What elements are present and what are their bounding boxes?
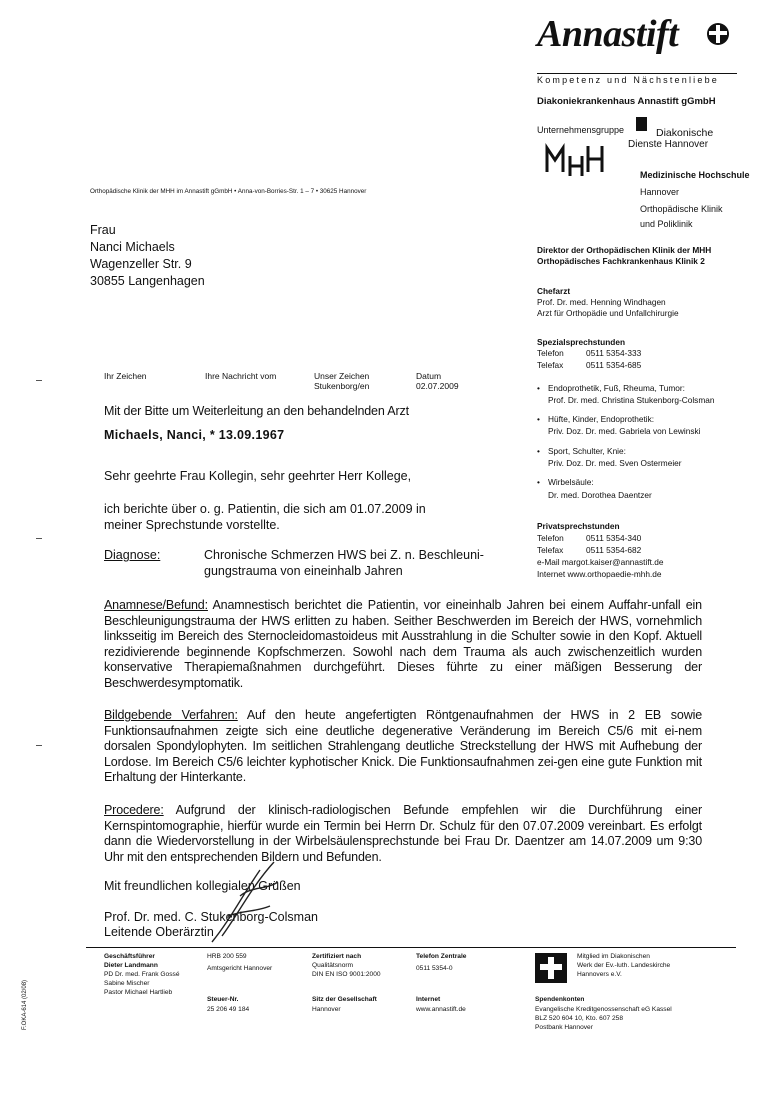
footer-tel-value: 0511 5354-0 — [416, 965, 453, 972]
footer-court: Amtsgericht Hannover — [207, 965, 273, 972]
private-hours-label: Privatsprechstunden — [537, 521, 620, 531]
director-line2: Orthopädisches Fachkrankenhaus Klinik 2 — [537, 256, 705, 266]
private-fax-value: 0511 5354-682 — [586, 545, 642, 555]
mhh-line4: und Poliklinik — [640, 219, 693, 229]
footer-gf-label: Geschäftsführer — [104, 953, 155, 960]
sender-return-address: Orthopädische Klinik der MHH im Annastift gGmbH • Anna-von-Borries-Str. 1 – 7 • 30625 Hannover — [90, 188, 367, 195]
forward-note: Mit der Bitte um Weiterleitung an den behandelnden Arzt — [104, 404, 409, 418]
imaging-text: Auf den heute angefertigten Röntgenaufnahmen der HWS in 2 EB sowie Funktionsaufnahmen zeigte sich eine deutliche degenerative Veränderung im Bereich C5/6 mit ei-nem dorsalen Spondylophyten. Im seitlichen Strahlengang deutliche Streckstellung der HWS mit Aufhebung der Lordose. Im Bereich C5/6 leichter kyphotischer Knick. Die Funktionsaufnahmen zei-gen eine gute Funktion mit Erhaltung der Hinterkante. — [104, 708, 703, 785]
footer-bank-2: BLZ 520 604 10, Kto. 607 258 — [535, 1015, 623, 1022]
bullet-icon: • — [537, 446, 540, 456]
footer-gf-1: Dieter Landmann — [104, 962, 158, 969]
ref-datum-label: Datum — [416, 371, 442, 381]
fold-mark — [36, 380, 42, 381]
company-name: Diakoniekrankenhaus Annastift gGmbH — [537, 96, 716, 107]
chief-title: Arzt für Orthopädie und Unfallchirurgie — [537, 308, 679, 318]
letter-salutation: Sehr geehrte Frau Kollegin, sehr geehrter Herr Kollege, — [104, 469, 412, 483]
footer-member-1: Mitglied im Diakonischen — [577, 953, 650, 960]
mhh-logo-icon — [544, 142, 606, 178]
diakonie-name-line1: Diakonische — [656, 127, 714, 139]
recipient-city: 30855 Langenhagen — [90, 274, 205, 288]
procedure-heading: Procedere: — [104, 803, 164, 817]
footer-hrb: HRB 200 559 — [207, 953, 247, 960]
footer-member-2: Werk der Ev.-luth. Landeskirche — [577, 962, 671, 969]
bullet-icon: • — [537, 477, 540, 487]
signer-role: Leitende Oberärztin — [104, 925, 214, 939]
footer-internet-value[interactable]: www.annastift.de — [416, 1006, 466, 1013]
specialty-4: Wirbelsäule: — [548, 477, 594, 487]
private-tel-value: 0511 5354-340 — [586, 533, 642, 543]
logo-tagline: Kompetenz und Nächstenliebe — [537, 75, 719, 85]
ref-ihre-nachricht: Ihre Nachricht vom — [205, 371, 277, 381]
special-fax-value: 0511 5354-685 — [586, 360, 642, 370]
chief-label: Chefarzt — [537, 286, 571, 296]
specialty-4-doctor: Dr. med. Dorothea Daentzer — [548, 490, 652, 500]
specialty-3-doctor: Priv. Doz. Dr. med. Sven Ostermeier — [548, 458, 682, 468]
procedure-text: Aufgrund der klinisch-radiologischen Befunde empfehlen wir die Durchführung einer Kernspintomographie, hierfür wurde ein Termin bei Herrn Dr. Schulz für den 07.07.2009 vereinbart. Es erfolgt dann die Wiedervorstellung in der Wirbelsäulensprechstunde bei Frau Dr. Daentzer am 14.07.2009 um 9:30 Uhr mit den entsprechenden Bildern und Befunden. — [104, 803, 702, 864]
diakonie-logo-icon — [636, 117, 647, 131]
footer-cert-label: Zertifiziert nach — [312, 953, 362, 960]
diakonie-name-line2: Dienste Hannover — [628, 139, 709, 150]
diagnosis-line2: gungstrauma von eineinhalb Jahren — [204, 564, 403, 578]
footer-bank-3: Postbank Hannover — [535, 1024, 593, 1031]
footer-sitz-value: Hannover — [312, 1006, 341, 1013]
footer-gf-3: Sabine Mischer — [104, 980, 150, 987]
footer-steuer-value: 25 206 49 184 — [207, 1006, 250, 1013]
recipient-street: Wagenzeller Str. 9 — [90, 257, 192, 271]
footer-divider — [86, 947, 736, 948]
website-link[interactable]: Internet www.orthopaedie-mhh.de — [537, 569, 662, 579]
specialty-2: Hüfte, Kinder, Endoprothetik: — [548, 414, 655, 424]
special-tel-value: 0511 5354-333 — [586, 348, 642, 358]
footer-cert-1: Qualitätsnorm — [312, 962, 354, 969]
footer-member-3: Hannovers e.V. — [577, 971, 622, 978]
director-line1: Direktor der Orthopädischen Klinik der MHH — [537, 245, 712, 255]
diagnosis-label: Diagnose: — [104, 548, 161, 562]
patient-line: Michaels, Nanci, * 13.09.1967 — [104, 428, 285, 442]
diagnosis-line1: Chronische Schmerzen HWS bei Z. n. Beschleuni- — [204, 548, 484, 562]
hole-punch-mark — [36, 538, 42, 539]
imaging-paragraph — [104, 708, 702, 786]
anamnese-heading: Anamnese/Befund: — [104, 598, 208, 612]
annastift-logo-text: Annastift — [537, 13, 679, 55]
footer-gf-4: Pastor Michael Hartlieb — [104, 989, 173, 996]
ref-ihr-zeichen: Ihr Zeichen — [104, 371, 147, 381]
specialty-1-doctor: Prof. Dr. med. Christina Stukenborg-Colsman — [548, 395, 715, 405]
chief-name: Prof. Dr. med. Henning Windhagen — [537, 297, 666, 307]
footer-bank-label: Spendenkonten — [535, 996, 585, 1003]
private-fax-label: Telefax — [537, 545, 564, 555]
annastift-cross-icon — [706, 22, 730, 46]
group-label: Unternehmensgruppe — [537, 125, 625, 135]
intro-line2: meiner Sprechstunde vorstellte. — [104, 518, 280, 532]
recipient-salutation: Frau — [90, 223, 116, 237]
intro-line1: ich berichte über o. g. Patientin, die sich am 01.07.2009 in — [104, 502, 426, 516]
footer-cert-2: DIN EN ISO 9001:2000 — [312, 971, 381, 978]
ref-unser-zeichen-value: Stukenborg/en — [314, 381, 370, 391]
anamnese-paragraph — [104, 598, 702, 692]
closing-line: Mit freundlichen kollegialen Grüßen — [104, 879, 301, 893]
footer-steuer-label: Steuer-Nr. — [207, 996, 239, 1003]
special-fax-label: Telefax — [537, 360, 564, 370]
logo-underline — [537, 73, 737, 74]
imaging-heading: Bildgebende Verfahren: — [104, 708, 238, 722]
footer-gf-2: PD Dr. med. Frank Gossé — [104, 971, 180, 978]
specialty-2-doctor: Priv. Doz. Dr. med. Gabriela von Lewinski — [548, 426, 701, 436]
ref-unser-zeichen: Unser Zeichen — [314, 371, 370, 381]
private-tel-label: Telefon — [537, 533, 564, 543]
mhh-line2: Hannover — [640, 187, 680, 197]
anamnese-text: Anamnestisch berichtet die Patientin, vor eineinhalb Jahren bei einem Auffahr-unfall ein Beschleunigungstrauma der HWS erlitten zu haben. Seither Beschwerden im Bereich der HWS, vornehmlich linksseitig im Bereich des Sternocleidomastoideus mit Ausstrahlung in die Schulter sowie in den Kopf. Aktuell rezidivierende beginnende Kopfschmerzen. Sowohl nach dem Trauma als auch zwischenzeitlich wurden konservative Therapiemaßnahmen durchgeführt. Dieses führte zu einer mäßigen Besserung der Beschwerdesymptomatik. — [104, 598, 702, 690]
diakonie-footer-logo-icon — [535, 953, 567, 983]
footer-bank-1: Evangelische Kreditgenossenschaft eG Kassel — [535, 1006, 672, 1013]
footer-internet-label: Internet — [416, 996, 441, 1003]
specialty-1: Endoprothetik, Fuß, Rheuma, Tumor: — [548, 383, 685, 393]
mhh-line3: Orthopädische Klinik — [640, 204, 723, 214]
signer-name: Prof. Dr. med. C. Stukenborg-Colsman — [104, 910, 318, 924]
form-code: F.OKA-614 (02/08) — [22, 979, 28, 1030]
recipient-name: Nanci Michaels — [90, 240, 175, 254]
ref-datum-value: 02.07.2009 — [416, 381, 459, 391]
bullet-icon: • — [537, 414, 540, 424]
special-hours-label: Spezialsprechstunden — [537, 337, 626, 347]
special-tel-label: Telefon — [537, 348, 564, 358]
specialty-3: Sport, Schulter, Knie: — [548, 446, 626, 456]
footer-sitz-label: Sitz der Gesellschaft — [312, 996, 377, 1003]
fold-mark — [36, 745, 42, 746]
email-link[interactable]: e-Mail margot.kaiser@annastift.de — [537, 557, 664, 567]
mhh-line1: Medizinische Hochschule — [640, 170, 750, 180]
bullet-icon: • — [537, 383, 540, 393]
footer-tel-label: Telefon Zentrale — [416, 953, 467, 960]
